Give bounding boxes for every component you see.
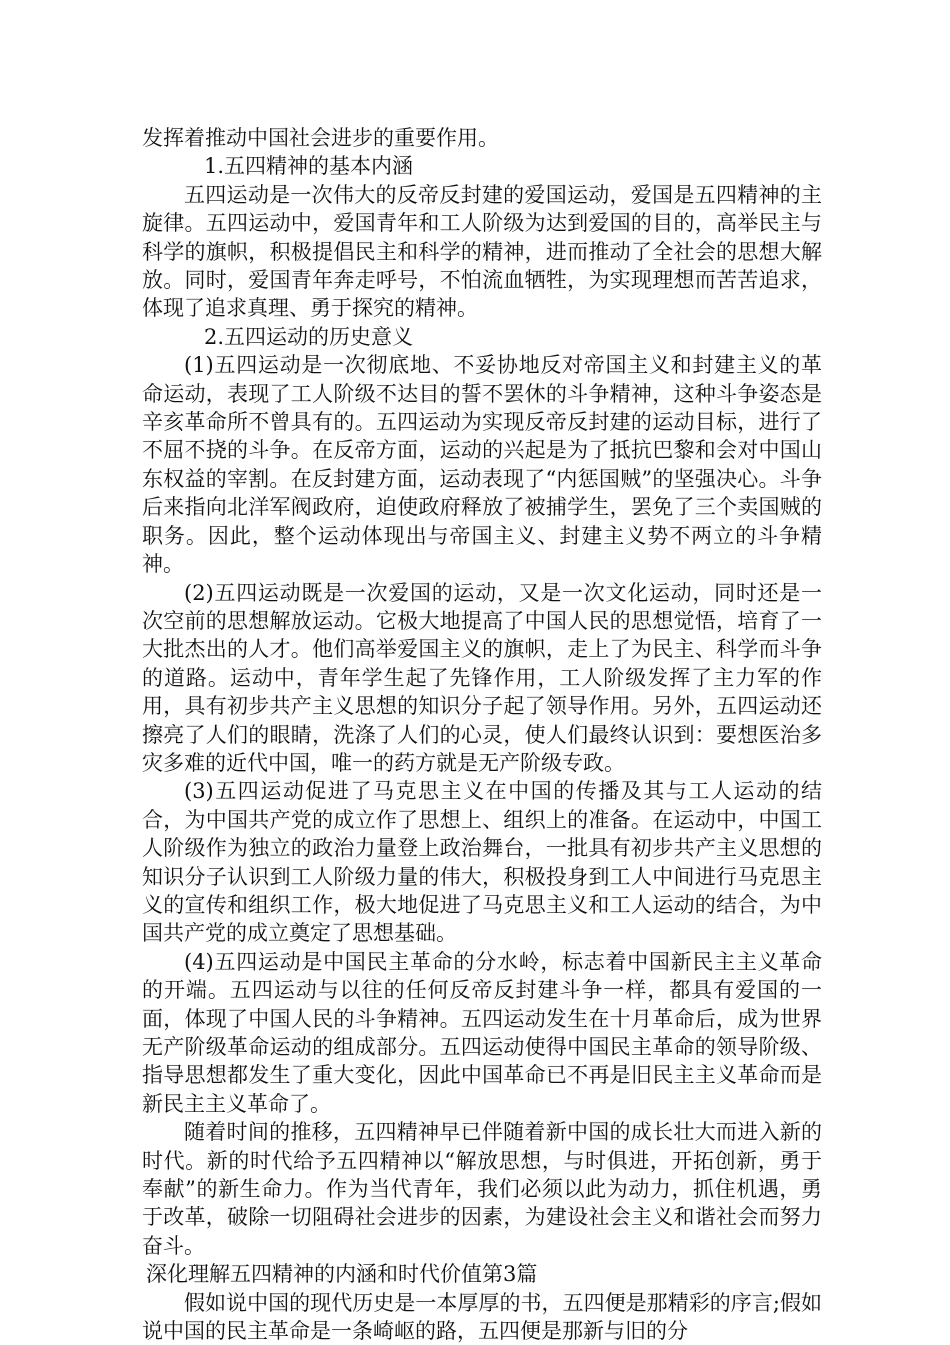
paragraph-significance-4: (4)五四运动是中国民主革命的分水岭，标志着中国新民主主义革命的开端。五四运动与以往的任何反帝反封建斗争一样，都具有爱国的一面，体现了中国人民的斗争精神。五四运动发生在十月革命后，成为世界无产阶级革命运动的组成部分。五四运动使得中国民主革命的领导阶级、指导思想都发生了重大变化，因此中国革命已不再是旧民主主义革命而是新民主主义革命了。 [142,949,822,1116]
paragraph-continuation: 发挥着推动中国社会进步的重要作用。 [142,126,499,150]
section-heading-1: 1.五四精神的基本内涵 [204,154,414,179]
section-heading-2: 2.五四运动的历史意义 [204,324,414,349]
paragraph-significance-2: (2)五四运动既是一次爱国的运动，又是一次文化运动，同时还是一次空前的思想解放运动。它极大地提高了中国人民的思想觉悟，培育了一大批杰出的人才。他们高举爱国主义的旗帜，走上了为民主、科学而斗争的道路。运动中，青年学生起了先锋作用，工人阶级发挥了主力军的作用，具有初步共产主义思想的知识分子起了领导作用。另外，五四运动还擦亮了人们的眼睛，洗涤了人们的心灵，使人们最终认识到：要想医治多灾多难的近代中国，唯一的药方就是无产阶级专政。 [142,580,822,775]
paragraph-conclusion: 随着时间的推移，五四精神早已伴随着新中国的成长壮大而进入新的时代。新的时代给予五四精神以“解放思想，与时俱进，开拓创新，勇于奉献”的新生命力。作为当代青年，我们必须以此为动力，抓住机遇，勇于改革，破除一切阻碍社会进步的因素，为建设社会主义和谐社会而努力奋斗。 [142,1120,822,1258]
paragraph-significance-1: (1)五四运动是一次彻底地、不妥协地反对帝国主义和封建主义的革命运动，表现了工人阶级不达目的誓不罢休的斗争精神，这种斗争姿态是辛亥革命所不曾具有的。五四运动为实现反帝反封建的运动目标，进行了不屈不挠的斗争。在反帝方面，运动的兴起是为了抵抗巴黎和会对中国山东权益的宰割。在反封建方面，运动表现了“内惩国贼”的坚强决心。斗争后来指向北洋军阀政府，迫使政府释放了被捕学生，罢免了三个卖国贼的职务。因此，整个运动体现出与帝国主义、封建主义势不两立的斗争精神。 [142,353,822,577]
paragraph-significance-3: (3)五四运动促进了马克思主义在中国的传播及其与工人运动的结合，为中国共产党的成立作了思想上、组织上的准备。在运动中，中国工人阶级作为独立的政治力量登上政治舞台，一批具有初步共产主义思想的知识分子认识到工人阶级力量的伟大，积极投身到工人中间进行马克思主义的宣传和组织工作，极大地促进了马克思主义和工人运动的结合，为中国共产党的成立奠定了思想基础。 [142,779,822,946]
document-page [142,124,822,1345]
article-title: 深化理解五四精神的内涵和时代价值第3篇 [146,1262,538,1287]
paragraph-connotation: 五四运动是一次伟大的反帝反封建的爱国运动，爱国是五四精神的主旋律。五四运动中，爱国青年和工人阶级为达到爱国的目的，高举民主与科学的旗帜，积极提倡民主和科学的精神，进而推动了全社会的思想大解放。同时，爱国青年奔走呼号，不怕流血牺牲，为实现理想而苦苦追求，体现了追求真理、勇于探究的精神。 [142,182,822,321]
paragraph-article-3-intro: 假如说中国的现代历史是一本厚厚的书，五四便是那精彩的序言;假如说中国的民主革命是一条崎岖的路，五四便是那新与旧的分 [142,1290,822,1344]
